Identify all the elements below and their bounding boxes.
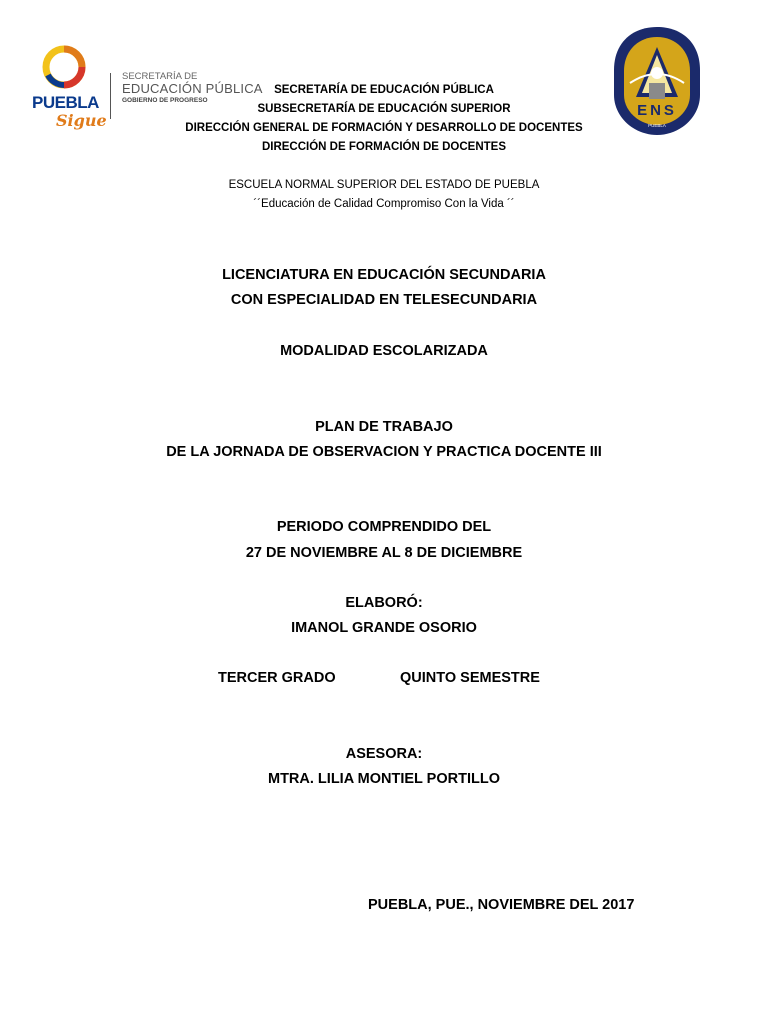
school-motto: ´´Educación de Calidad Compromiso Con la Vida ´´ bbox=[253, 198, 515, 210]
ens-shield-icon bbox=[612, 25, 702, 137]
secretaria-line2: EDUCACIÓN PÚBLICA bbox=[122, 81, 263, 96]
puebla-logo-text: PUEBLA bbox=[32, 93, 99, 112]
plan-subtitle: DE LA JORNADA DE OBSERVACION Y PRACTICA DOCENTE III bbox=[166, 444, 602, 460]
degree-line-1: LICENCIATURA EN EDUCACIÓN SECUNDARIA bbox=[222, 267, 546, 283]
header-line-4: DIRECCIÓN DE FORMACIÓN DE DOCENTES bbox=[261, 141, 507, 153]
sigue-logo-text: Sigue bbox=[56, 111, 107, 130]
school-name: ESCUELA NORMAL SUPERIOR DEL ESTADO DE PUEBLA bbox=[228, 179, 540, 191]
author-name: IMANOL GRANDE OSORIO bbox=[291, 620, 477, 636]
modality: MODALIDAD ESCOLARIZADA bbox=[280, 343, 488, 359]
period-label: PERIODO COMPRENDIDO DEL bbox=[276, 519, 492, 535]
advisor-label: ASESORA: bbox=[345, 746, 423, 762]
header-line-3: DIRECCIÓN GENERAL DE FORMACIÓN Y DESARROLLO DE DOCENTES bbox=[185, 122, 583, 134]
grade-label: TERCER GRADO bbox=[218, 670, 336, 686]
ens-emblem-logo bbox=[612, 25, 702, 137]
ens-lettering: ENS bbox=[637, 102, 677, 119]
secretaria-line3: GOBIERNO DE PROGRESO bbox=[122, 97, 208, 104]
period-dates: 27 DE NOVIEMBRE AL 8 DE DICIEMBRE bbox=[245, 545, 523, 561]
header-line-2: SUBSECRETARÍA DE EDUCACIÓN SUPERIOR bbox=[257, 103, 511, 115]
plan-title: PLAN DE TRABAJO bbox=[315, 419, 453, 435]
advisor-name: MTRA. LILIA MONTIEL PORTILLO bbox=[268, 771, 500, 787]
secretaria-line1: SECRETARÍA DE bbox=[122, 71, 198, 82]
semester-label: QUINTO SEMESTRE bbox=[400, 670, 540, 686]
header-line-1: SECRETARÍA DE EDUCACIÓN PÚBLICA bbox=[274, 84, 494, 96]
degree-line-2: CON ESPECIALIDAD EN TELESECUNDARIA bbox=[230, 292, 538, 308]
author-label: ELABORÓ: bbox=[345, 595, 423, 611]
ens-bottom-text: PUEBLA bbox=[648, 123, 666, 128]
place-date: PUEBLA, PUE., NOVIEMBRE DEL 2017 bbox=[368, 897, 635, 913]
